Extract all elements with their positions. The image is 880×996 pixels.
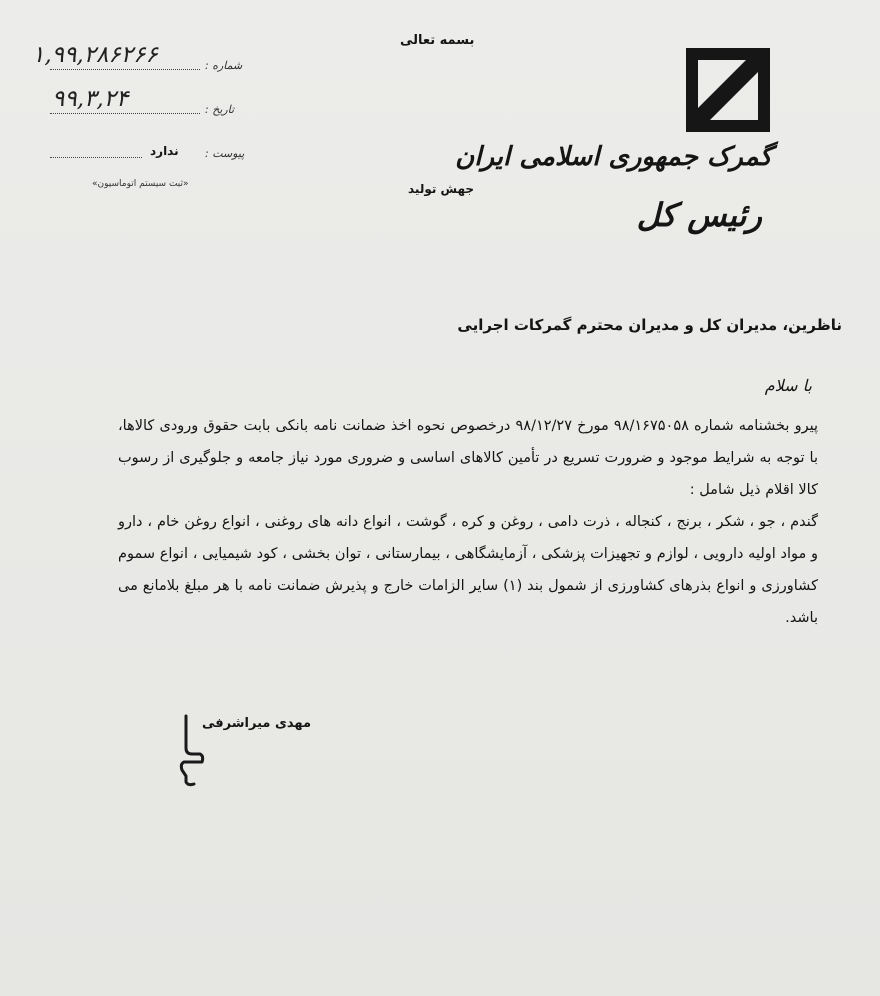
date-dotted-line <box>50 113 200 114</box>
organization-name: گمرک جمهوری اسلامی ایران <box>455 142 772 172</box>
date-row <box>30 78 245 122</box>
year-motto: جهش تولید <box>408 182 475 196</box>
addressee: ناظرین، مدیران کل و مدیران محترم گمرکات اجرایی <box>457 316 842 334</box>
attachment-row <box>30 122 245 166</box>
date-label: تاریخ : <box>205 103 235 116</box>
number-label: شماره : <box>205 59 243 72</box>
automation-system-note: «ثبت سیستم اتوماسیون» <box>92 179 189 189</box>
attachment-value: ندارد <box>150 144 179 158</box>
salutation: با سلام <box>764 376 812 395</box>
letter-date: ۹۹,۳,۲۴ <box>52 86 129 112</box>
attachment-label: پیوست : <box>205 147 245 160</box>
handwritten-signature <box>172 712 208 790</box>
attachment-dotted-line <box>50 157 142 158</box>
number-row <box>30 34 245 78</box>
body-paragraph: پیرو بخشنامه شماره ۹۸/۱۶۷۵۰۵۸ مورخ ۹۸/۱۲/۲۷ درخصوص نحوه اخذ ضمانت نامه بانکی بابت حقوق ورودی کالاها، با توجه به شرایط موجود و ضرورت تسریع در تأمین کالاهای اساسی و ضروری مورد نیاز جامعه و جلوگیری از رسوب کالا اقلام ذیل شامل : <box>118 418 818 498</box>
body-paragraph: گندم ، جو ، شکر ، برنج ، کنجاله ، ذرت دامی ، روغن و کره ، گوشت ، انواع دانه های روغنی ، انواع روغن خام ، دارو و مواد اولیه دارویی ، لوازم و تجهیزات پزشکی ، آزمایشگاهی ، بیمارستانی ، توان بخشی ، کود شیمیایی ، انواع سموم کشاورزی و انواع بذرهای کشاورزی از شمول بند (۱) سایر الزامات خارج و پذیرش ضمانت نامه با هر مبلغ بلامانع می باشد. <box>118 514 818 626</box>
letter-metadata <box>30 34 245 166</box>
number-dotted-line <box>50 69 200 70</box>
signer-name: مهدی میراشرفی <box>202 716 312 731</box>
letter-body <box>118 410 818 634</box>
bismillah-heading: بسمه تعالی <box>400 33 475 48</box>
letter-number: ۱,۹۹,۲۸۶۲۶۶ <box>32 42 158 68</box>
office-title: رئیس کل <box>636 196 762 234</box>
customs-logo-icon <box>680 42 776 138</box>
